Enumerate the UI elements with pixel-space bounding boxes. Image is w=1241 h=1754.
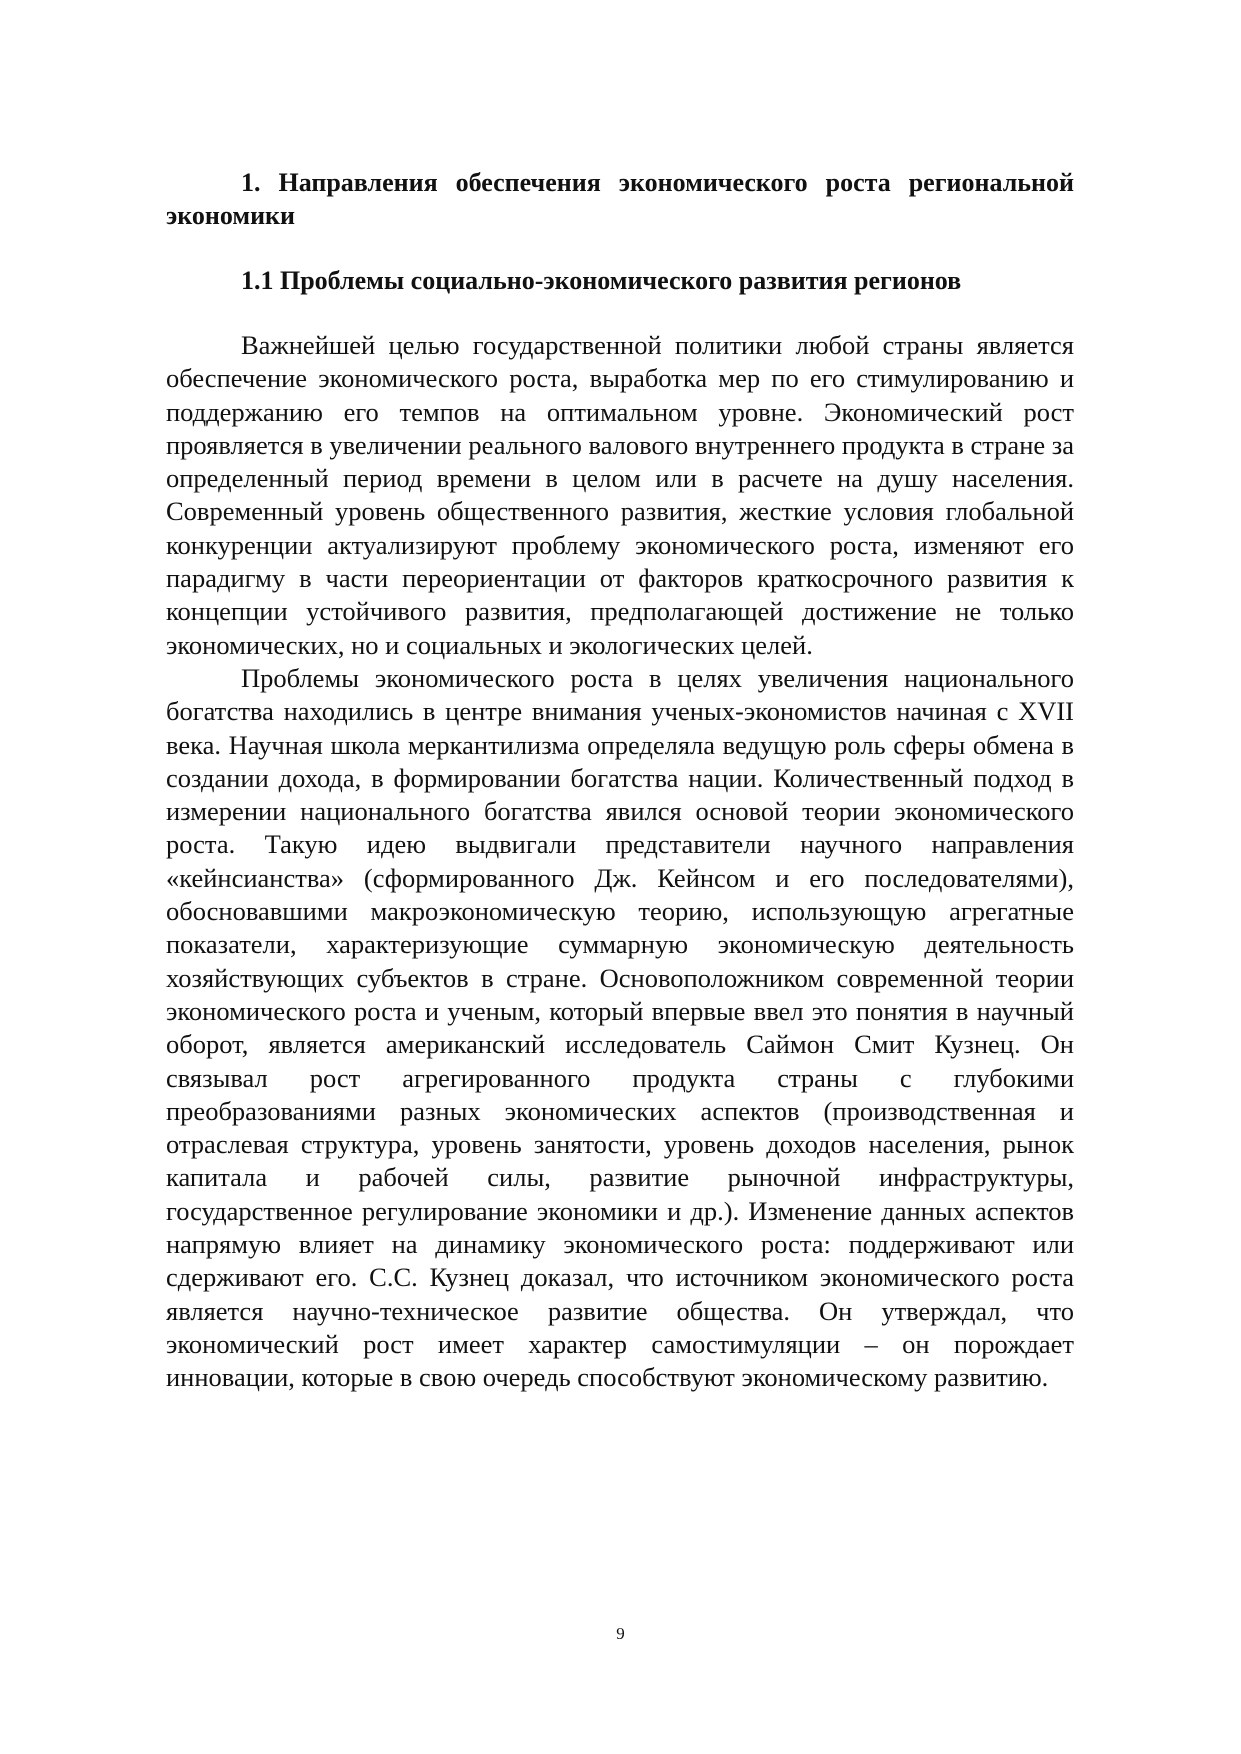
body-paragraph-1: Важнейшей целью государственной политики любой страны является обеспечение экономического роста, выработка мер по его стимулированию и поддержанию его темпов на оптимальном уровне. Экономический рост проявляется в увеличении реального валового внутреннего продукта в стране за определенный период времени в целом или в расчете на душу населения. Современный уровень общественного развития, жесткие условия глобальной конкуренции актуализируют проблему экономического роста, изменяют его парадигму в части переориентации от факторов краткосрочного развития к концепции устойчивого развития, предполагающей достижение не только экономических, но и социальных и экологических целей. <box>166 330 1074 660</box>
page-number: 9 <box>616 1624 625 1643</box>
page-content <box>166 166 1074 1395</box>
body-paragraph-2: Проблемы экономического роста в целях увеличения национального богатства находились в центре внимания ученых-экономистов начиная с XVII века. Научная школа меркантилизма определяла ведущую роль сферы обмена в создании дохода, в формировании богатства нации. Количественный подход в измерении национального богатства явился основой теории экономического роста. Такую идею выдвигали представители научного направления «кейнсианства» (сформированного Дж. Кейнсом и его последователями), обосновавшими макроэкономическую теорию, использующую агрегатные показатели, характеризующие суммарную экономическую деятельность хозяйствующих субъектов в стране. Основоположником современной теории экономического роста и ученым, который впервые ввел это понятия в научный оборот, является американский исследователь Саймон Смит Кузнец. Он связывал рост агрегированного продукта страны с глубокими преобразованиями разных экономических аспектов (производственная и отраслевая структура, уровень занятости, уровень доходов населения, рынок капитала и рабочей силы, развитие рыночной инфраструктуры, государственное регулирование экономики и др.). Изменение данных аспектов напрямую влияет на динамику экономического роста: поддерживают или сдерживают его. С.С. Кузнец доказал, что источником экономического роста является научно-техническое развитие общества. Он утверждал, что экономический рост имеет характер самостимуляции – он порождает инновации, которые в свою очередь способствуют экономическому развитию. <box>166 662 1074 1393</box>
section-heading: 1.1 Проблемы социально-экономического развития регионов <box>241 266 962 295</box>
chapter-heading: 1. Направления обеспечения экономического роста региональной экономики <box>166 168 1074 230</box>
